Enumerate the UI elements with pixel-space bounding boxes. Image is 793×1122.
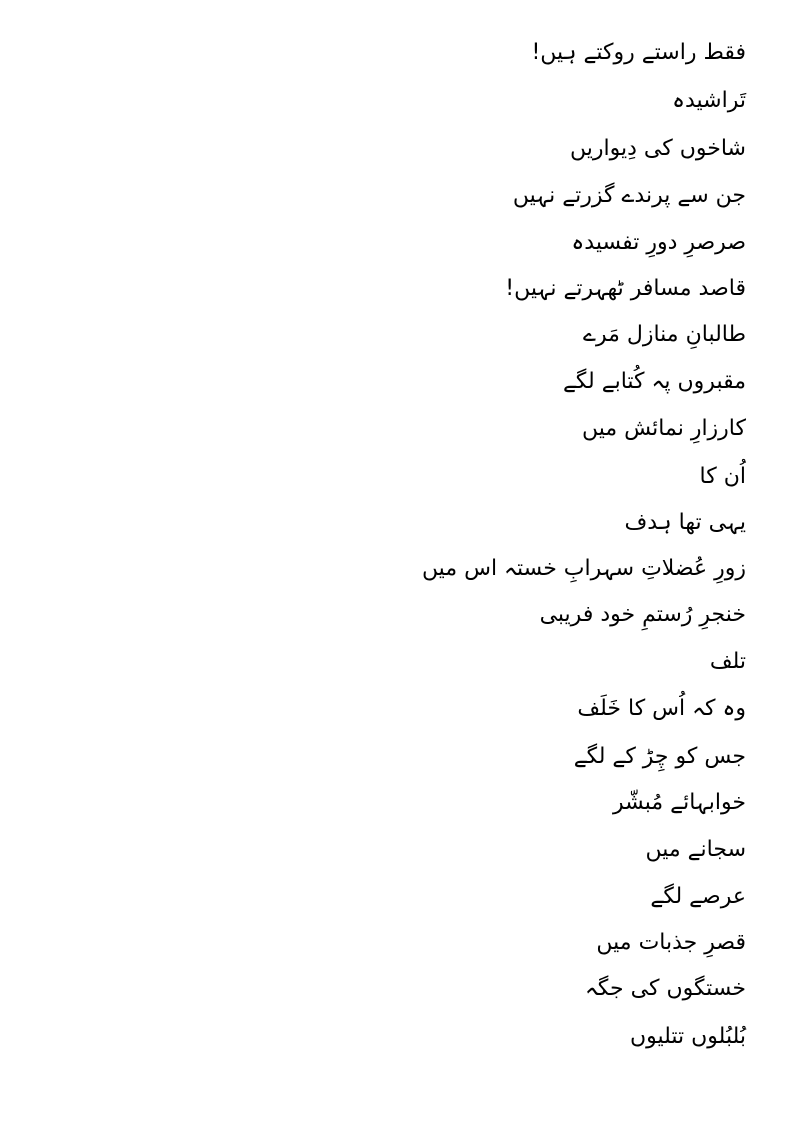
poem-line: قصرِ جذبات میں — [596, 930, 746, 955]
poem-line: جس کو چِڑ کے لگے — [573, 744, 746, 769]
poem-line: خستگوں کی جگہ — [585, 976, 746, 1001]
poem-line: وہ کہ اُس کا خَلَف — [577, 696, 746, 721]
poem-line: کارزارِ نمائش میں — [581, 416, 746, 441]
poem-line: جن سے پرندے گزرتے نہیں — [512, 183, 746, 208]
poem-line: سجانے میں — [645, 837, 746, 862]
poem-line: فقط راستے روکتے ہیں! — [531, 40, 746, 65]
poem-line: یہی تھا ہدف — [624, 510, 746, 535]
poem-line: عرصے لگے — [650, 884, 746, 909]
poem-line: خوابہائے مُبشّر — [613, 790, 746, 815]
poem-line: صرصرِ دورِ تفسیدہ — [571, 230, 746, 255]
poem-line: مقبروں پہ کُتابے لگے — [562, 369, 746, 394]
poem-line: تَراشیدہ — [672, 88, 746, 113]
poem-line: بُلبُلوں تتلیوں — [629, 1024, 746, 1049]
poem-line: اُن کا — [699, 464, 746, 489]
poem-line: قاصد مسافر ٹھہرتے نہیں! — [505, 276, 746, 301]
poem-line: زورِ عُضلاتِ سہرابِ خستہ اس میں — [421, 556, 746, 581]
poem-line: تلف — [709, 649, 746, 674]
poem-line: خنجرِ رُستمِ خود فریبی — [539, 602, 746, 627]
poem-line: طالبانِ منازل مَرے — [583, 322, 746, 347]
poem-line: شاخوں کی دِیواریں — [570, 136, 746, 161]
